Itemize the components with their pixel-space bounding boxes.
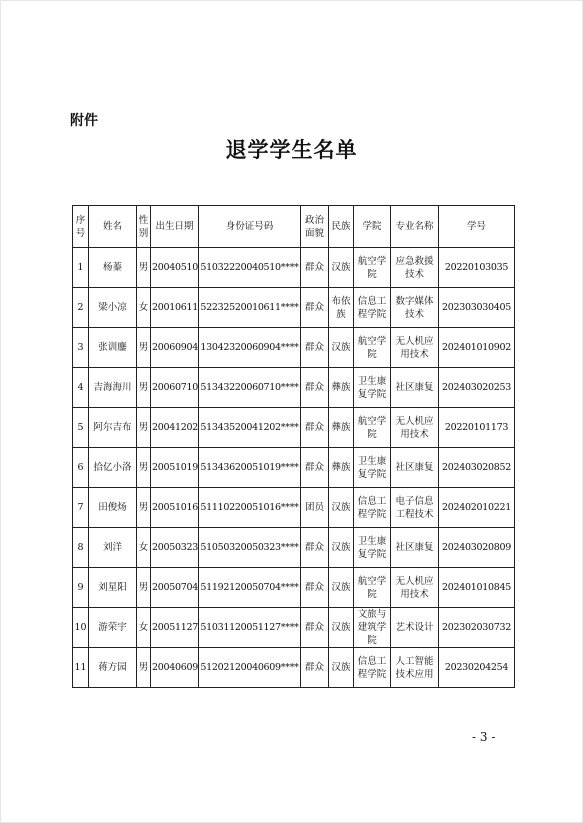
cell-name: 杨蓁	[89, 248, 137, 288]
cell-gender: 男	[137, 488, 151, 528]
cell-political-status: 群众	[301, 568, 329, 608]
cell-college: 卫生康复学院	[354, 448, 391, 488]
table-row	[73, 328, 515, 368]
table-row	[73, 648, 515, 688]
header-birth-date: 出生日期	[151, 206, 199, 248]
table-row	[73, 568, 515, 608]
cell-college: 信息工程学院	[354, 488, 391, 528]
cell-student-id: 202402010221	[439, 488, 515, 528]
cell-index: 7	[73, 488, 89, 528]
cell-ethnicity: 汉族	[329, 528, 354, 568]
cell-political-status: 团员	[301, 488, 329, 528]
cell-name: 吉海海川	[89, 368, 137, 408]
cell-major: 应急救援技术	[391, 248, 439, 288]
cell-gender: 女	[137, 528, 151, 568]
withdrawn-students-table	[72, 205, 515, 688]
cell-college: 航空学院	[354, 248, 391, 288]
cell-major: 社区康复	[391, 368, 439, 408]
cell-college: 航空学院	[354, 568, 391, 608]
cell-political-status: 群众	[301, 528, 329, 568]
header-ethnicity: 民族	[329, 206, 354, 248]
cell-major: 无人机应用技术	[391, 408, 439, 448]
cell-id-number: 51192120050704****	[199, 568, 301, 608]
cell-index: 4	[73, 368, 89, 408]
cell-political-status: 群众	[301, 328, 329, 368]
cell-birth-date: 20060710	[151, 368, 199, 408]
cell-gender: 男	[137, 368, 151, 408]
cell-college: 航空学院	[354, 408, 391, 448]
cell-id-number: 51343520041202****	[199, 408, 301, 448]
cell-political-status: 群众	[301, 608, 329, 648]
cell-id-number: 51202120040609****	[199, 648, 301, 688]
cell-index: 1	[73, 248, 89, 288]
cell-name: 游荣宇	[89, 608, 137, 648]
cell-political-status: 群众	[301, 288, 329, 328]
cell-gender: 女	[137, 288, 151, 328]
cell-birth-date: 20060904	[151, 328, 199, 368]
cell-ethnicity: 汉族	[329, 608, 354, 648]
cell-id-number: 51050320050323****	[199, 528, 301, 568]
cell-student-id: 202403020253	[439, 368, 515, 408]
cell-student-id: 202302030732	[439, 608, 515, 648]
cell-college: 文旅与建筑学院	[354, 608, 391, 648]
cell-gender: 男	[137, 248, 151, 288]
cell-name: 阿尔吉布	[89, 408, 137, 448]
cell-political-status: 群众	[301, 248, 329, 288]
cell-major: 艺术设计	[391, 608, 439, 648]
cell-index: 2	[73, 288, 89, 328]
cell-birth-date: 20010611	[151, 288, 199, 328]
cell-ethnicity: 彝族	[329, 408, 354, 448]
table-row	[73, 248, 515, 288]
cell-major: 电子信息工程技术	[391, 488, 439, 528]
cell-id-number: 13042320060904****	[199, 328, 301, 368]
cell-ethnicity: 布依族	[329, 288, 354, 328]
cell-college: 卫生康复学院	[354, 368, 391, 408]
cell-id-number: 51032220040510****	[199, 248, 301, 288]
cell-id-number: 51343220060710****	[199, 368, 301, 408]
cell-student-id: 20220101173	[439, 408, 515, 448]
cell-index: 5	[73, 408, 89, 448]
cell-ethnicity: 汉族	[329, 328, 354, 368]
cell-birth-date: 20051127	[151, 608, 199, 648]
cell-name: 拾亿小洛	[89, 448, 137, 488]
cell-ethnicity: 汉族	[329, 648, 354, 688]
cell-birth-date: 20050704	[151, 568, 199, 608]
cell-gender: 男	[137, 448, 151, 488]
cell-gender: 男	[137, 408, 151, 448]
table-row	[73, 528, 515, 568]
table-row	[73, 448, 515, 488]
cell-birth-date: 20051019	[151, 448, 199, 488]
header-index: 序号	[73, 206, 89, 248]
cell-gender: 男	[137, 648, 151, 688]
page-number: - 3 -	[472, 730, 496, 744]
cell-political-status: 群众	[301, 448, 329, 488]
cell-birth-date: 20040510	[151, 248, 199, 288]
cell-id-number: 52232520010611****	[199, 288, 301, 328]
cell-ethnicity: 彝族	[329, 368, 354, 408]
cell-student-id: 202403020852	[439, 448, 515, 488]
cell-major: 无人机应用技术	[391, 568, 439, 608]
cell-student-id: 202403020809	[439, 528, 515, 568]
cell-name: 梁小凉	[89, 288, 137, 328]
cell-political-status: 群众	[301, 648, 329, 688]
cell-major: 无人机应用技术	[391, 328, 439, 368]
table-row	[73, 368, 515, 408]
cell-student-id: 20220103035	[439, 248, 515, 288]
cell-student-id: 202303030405	[439, 288, 515, 328]
cell-major: 数字媒体技术	[391, 288, 439, 328]
cell-id-number: 51343620051019****	[199, 448, 301, 488]
cell-birth-date: 20040609	[151, 648, 199, 688]
table-row	[73, 408, 515, 448]
cell-political-status: 群众	[301, 368, 329, 408]
cell-name: 蒋方园	[89, 648, 137, 688]
page-title: 退学学生名单	[225, 138, 358, 162]
cell-gender: 男	[137, 328, 151, 368]
header-major: 专业名称	[391, 206, 439, 248]
table-row	[73, 288, 515, 328]
cell-college: 信息工程学院	[354, 648, 391, 688]
header-gender: 性别	[137, 206, 151, 248]
cell-political-status: 群众	[301, 408, 329, 448]
cell-major: 社区康复	[391, 528, 439, 568]
cell-name: 田俊炀	[89, 488, 137, 528]
cell-college: 航空学院	[354, 328, 391, 368]
cell-student-id: 202401010902	[439, 328, 515, 368]
header-id-number: 身份证号码	[199, 206, 301, 248]
cell-student-id: 20230204254	[439, 648, 515, 688]
header-student-id: 学号	[439, 206, 515, 248]
cell-index: 11	[73, 648, 89, 688]
header-political-status: 政治面貌	[301, 206, 329, 248]
cell-major: 社区康复	[391, 448, 439, 488]
cell-college: 信息工程学院	[354, 288, 391, 328]
cell-birth-date: 20041202	[151, 408, 199, 448]
table-body	[73, 248, 515, 688]
cell-id-number: 51031120051127****	[199, 608, 301, 648]
cell-ethnicity: 汉族	[329, 488, 354, 528]
cell-index: 9	[73, 568, 89, 608]
cell-major: 人工智能技术应用	[391, 648, 439, 688]
cell-gender: 女	[137, 608, 151, 648]
cell-id-number: 51110220051016****	[199, 488, 301, 528]
table-header-row	[73, 206, 515, 248]
header-name: 姓名	[89, 206, 137, 248]
header-college: 学院	[354, 206, 391, 248]
cell-birth-date: 20051016	[151, 488, 199, 528]
cell-index: 10	[73, 608, 89, 648]
cell-birth-date: 20050323	[151, 528, 199, 568]
cell-name: 刘星阳	[89, 568, 137, 608]
cell-college: 卫生康复学院	[354, 528, 391, 568]
cell-ethnicity: 汉族	[329, 568, 354, 608]
cell-student-id: 202401010845	[439, 568, 515, 608]
cell-index: 3	[73, 328, 89, 368]
cell-name: 刘洋	[89, 528, 137, 568]
cell-index: 6	[73, 448, 89, 488]
cell-ethnicity: 彝族	[329, 448, 354, 488]
cell-name: 张训鏖	[89, 328, 137, 368]
cell-gender: 男	[137, 568, 151, 608]
cell-ethnicity: 汉族	[329, 248, 354, 288]
table-row	[73, 488, 515, 528]
table-row	[73, 608, 515, 648]
cell-index: 8	[73, 528, 89, 568]
attachment-label: 附件	[70, 113, 98, 129]
